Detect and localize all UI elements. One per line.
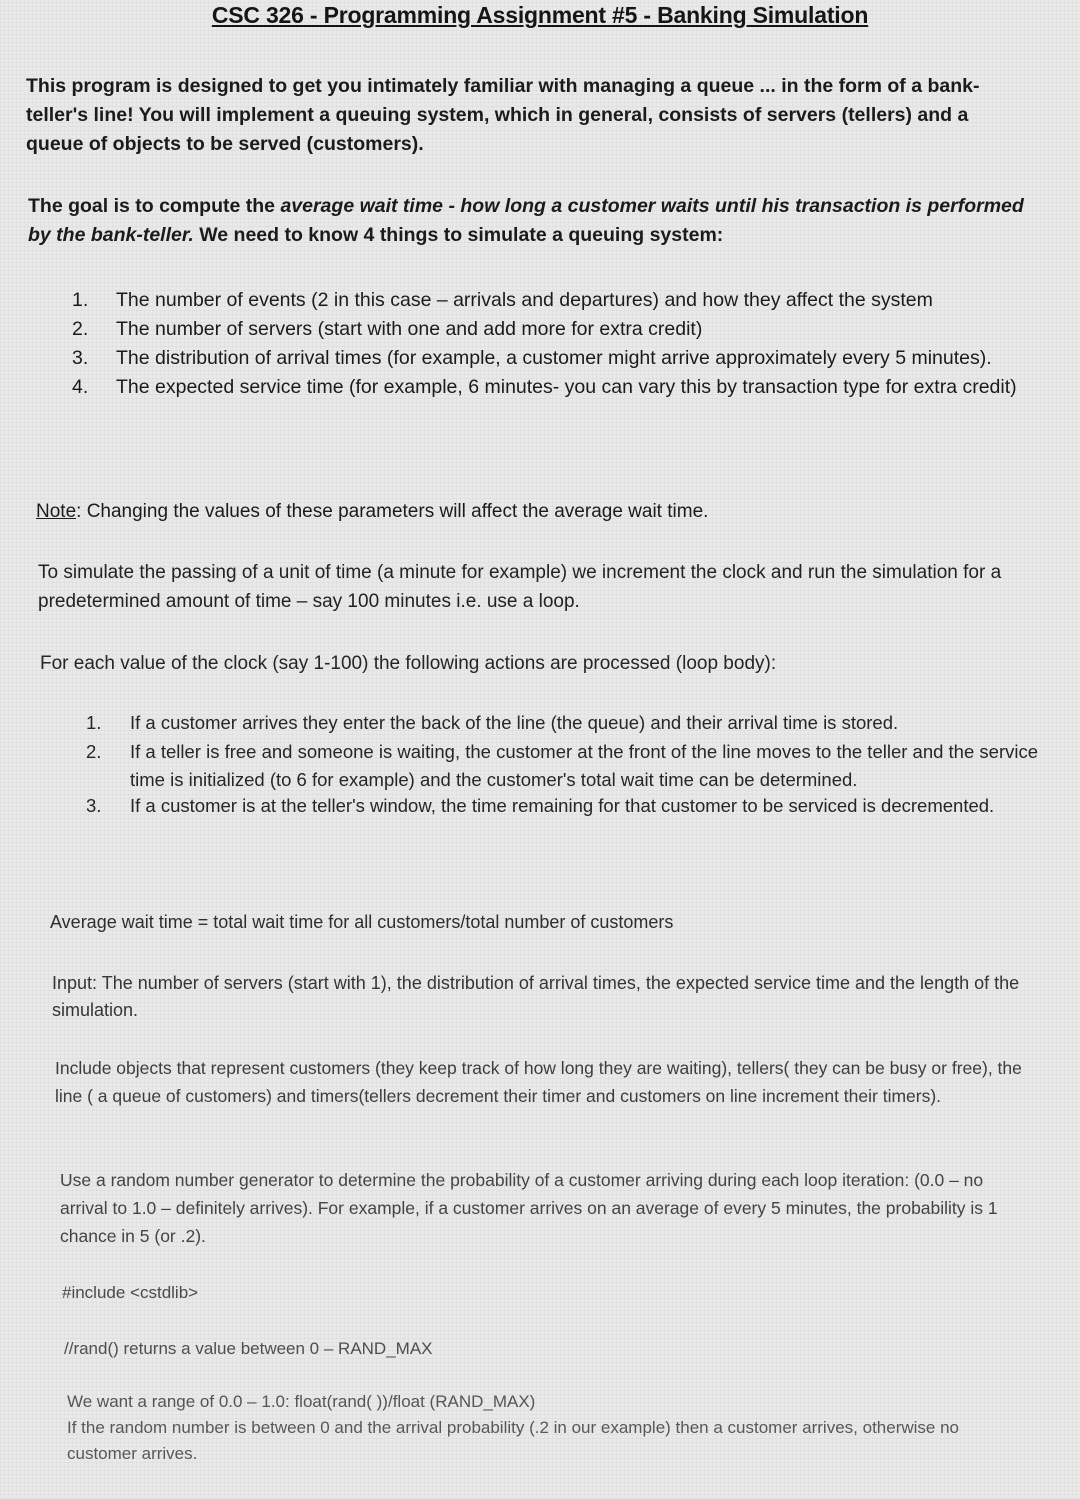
foreach-paragraph: For each value of the clock (say 1-100) the following actions are processed (loop body): <box>40 653 777 674</box>
if-line: If the random number is between 0 and the arrival probability (.2 in our example) then a customer arrives, otherwise no customer arrives. <box>67 1418 960 1463</box>
list-number: 2. <box>86 740 102 762</box>
goal-post: We need to know 4 things to simulate a queuing system: <box>193 224 724 246</box>
list-number: 1. <box>86 712 102 733</box>
include-objects-paragraph: Include objects that represent customers (they keep track of how long they are waiting), tellers( they can be busy or free), the line ( a queue of customers) and timers(tellers decrement their timer and customers on line increment their timers). <box>55 1058 1022 1106</box>
list-text: The expected service time (for example, 6 minutes- you can vary this by transaction type for extra credit) <box>116 376 1017 398</box>
list-text: The number of events (2 in this case – arrivals and departures) and how they affect the system <box>116 289 933 311</box>
goal-dash: - <box>443 195 461 217</box>
random-paragraph: Use a random number generator to determine the probability of a customer arriving during each loop iteration: (0.0 – no arrival to 1.0 – definitely arrives). For example, if a customer arrives on an average of every 5 minutes, the probability is 1 chance in 5 (or .2). <box>60 1170 998 1246</box>
list-number: 2. <box>72 318 89 340</box>
list-text: The number of servers (start with one and add more for extra credit) <box>116 318 703 340</box>
code-comment: //rand() returns a value between 0 – RAND_MAX <box>64 1339 433 1358</box>
note-paragraph <box>36 497 1036 526</box>
code-include: #include <cstdlib> <box>62 1283 199 1302</box>
list-text: If a teller is free and someone is waiting, the customer at the front of the line moves to the teller and the service time is initialized (to 6 for example) and the customer's total wait time can be determined. <box>130 740 1038 790</box>
list-number: 1. <box>72 289 89 311</box>
input-paragraph: Input: The number of servers (start with 1), the distribution of arrival times, the expected service time and the length of the simulation. <box>52 973 1020 1020</box>
range-line: We want a range of 0.0 – 1.0: float(rand( ))/float (RAND_MAX) <box>67 1392 536 1411</box>
list-item <box>72 315 1032 344</box>
list-item <box>72 344 1032 373</box>
actions-list <box>86 709 1046 820</box>
list-item <box>86 738 1046 795</box>
list-number: 4. <box>72 376 89 398</box>
list-text: If a customer arrives they enter the back of the line (the queue) and their arrival time is stored. <box>130 712 899 733</box>
goal-term: average wait time <box>280 195 444 217</box>
list-text: The distribution of arrival times (for example, a customer might arrive approximately every 5 minutes). <box>116 347 992 369</box>
list-item <box>72 286 1032 315</box>
page-title: CSC 326 - Programming Assignment #5 - Banking Simulation <box>211 2 869 28</box>
goal-definition: how long a customer waits until his transaction is performed by the bank-teller. <box>28 195 1024 246</box>
note-text: : Changing the values of these parameters will affect the average wait time. <box>76 501 709 522</box>
list-item <box>86 709 1046 738</box>
list-number: 3. <box>86 794 102 816</box>
intro-paragraph: This program is designed to get you intimately familiar with managing a queue ... in the form of a bank-teller's line! You will implement a queuing system, which in general, consists of servers (tellers) and a queue of objects to be served (customers). <box>26 75 980 155</box>
things-list <box>72 286 1032 402</box>
note-label: Note <box>36 501 77 522</box>
average-paragraph: Average wait time = total wait time for all customers/total number of customers <box>50 912 674 932</box>
list-number: 3. <box>72 347 89 369</box>
goal-pre: The goal is to compute the <box>28 195 281 217</box>
list-text: If a customer is at the teller's window, the time remaining for that customer to be serviced is decremented. <box>130 794 995 816</box>
list-item <box>72 373 1032 402</box>
goal-paragraph <box>28 192 1028 250</box>
simulate-paragraph: To simulate the passing of a unit of time (a minute for example) we increment the clock and run the simulation for a predetermined amount of time – say 100 minutes i.e. use a loop. <box>38 562 1002 612</box>
list-item <box>86 792 1046 821</box>
